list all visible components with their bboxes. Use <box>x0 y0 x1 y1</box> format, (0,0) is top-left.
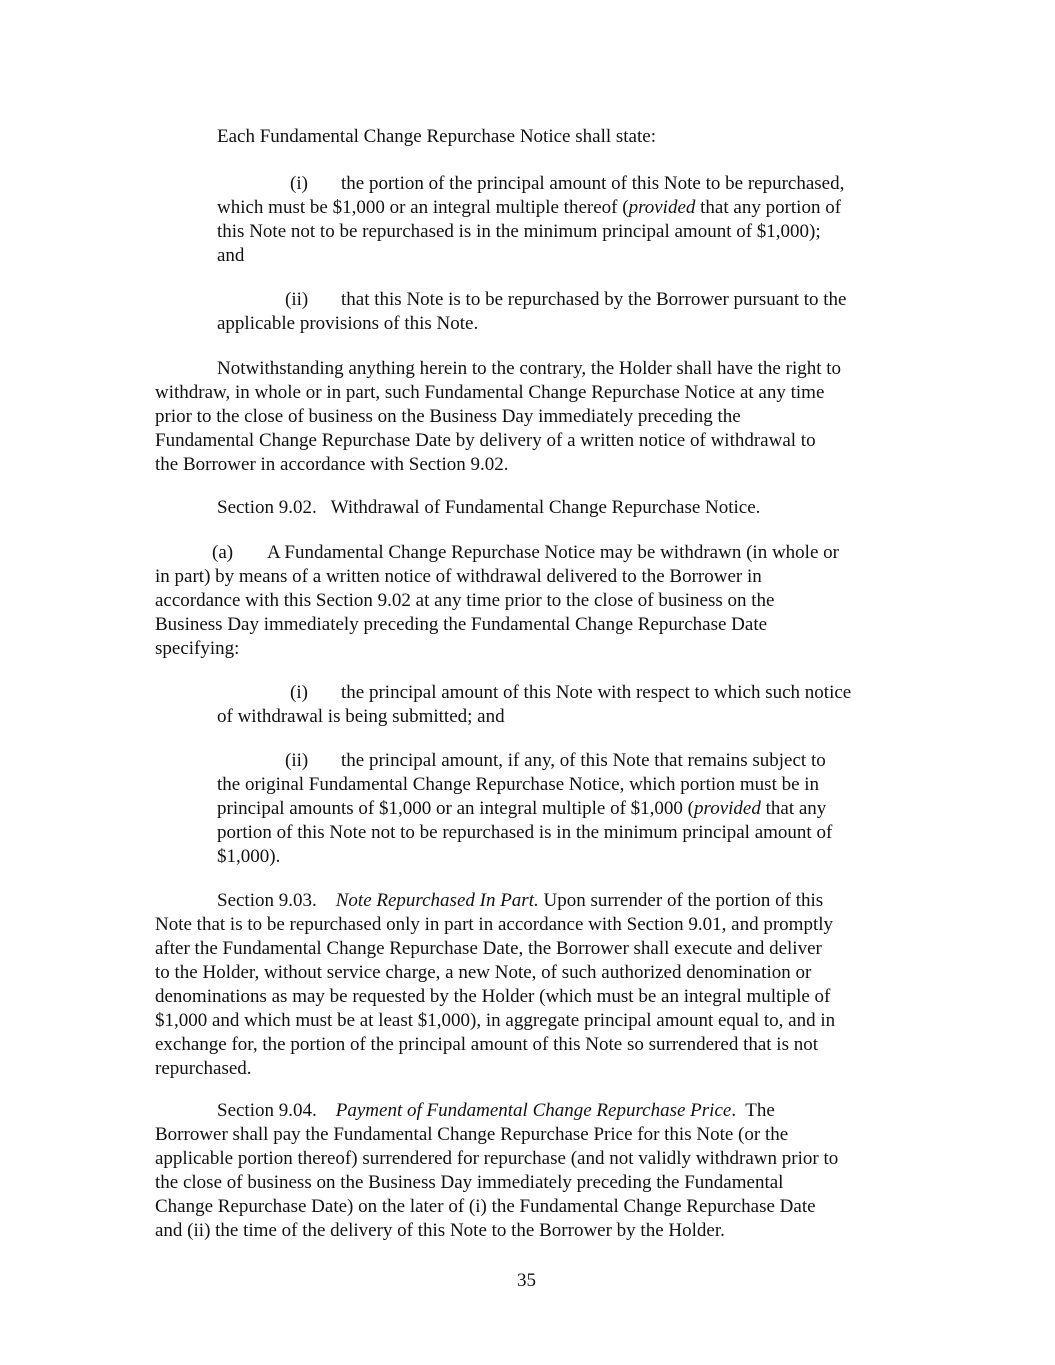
item-a-line: Business Day immediately preceding the Fundamental Change Repurchase Date <box>155 614 768 635</box>
notwithstanding-line: prior to the close of business on the Business Day immediately preceding the <box>155 406 741 427</box>
section-902-heading: Section 9.02. Withdrawal of Fundamental Change Repurchase Notice. <box>217 497 761 518</box>
section-903-first-line: Section 9.03. Note Repurchased In Part. Upon surrender of the portion of this <box>217 890 824 911</box>
withdrawal-item-i-line: the principal amount of this Note with respect to which such notice <box>341 682 852 703</box>
item-i-line: the portion of the principal amount of this Note to be repurchased, <box>341 173 845 194</box>
withdrawal-item-ii-line: principal amounts of $1,000 or an integral multiple of $1,000 (provided that any <box>217 798 827 819</box>
section-903-line: after the Fundamental Change Repurchase Date, the Borrower shall execute and deliver <box>155 938 822 959</box>
section-904-line: Borrower shall pay the Fundamental Change Repurchase Price for this Note (or the <box>155 1124 789 1145</box>
notwithstanding-line: withdraw, in whole or in part, such Fundamental Change Repurchase Notice at any time <box>155 382 825 403</box>
section-904-line: and (ii) the time of the delivery of this Note to the Borrower by the Holder. <box>155 1220 725 1241</box>
section-903-title: Note Repurchased In Part. <box>335 890 539 911</box>
item-i-line: this Note not to be repurchased is in the minimum principal amount of $1,000); <box>217 221 821 242</box>
notwithstanding-line: Fundamental Change Repurchase Date by delivery of a written notice of withdrawal to <box>155 430 816 451</box>
section-904-line: Change Repurchase Date) on the later of (i) the Fundamental Change Repurchase Date <box>155 1196 816 1217</box>
section-903-line: Note that is to be repurchased only in part in accordance with Section 9.01, and promptly <box>155 914 834 935</box>
item-a-line: accordance with this Section 9.02 at any time prior to the close of business on the <box>155 590 775 611</box>
item-a-line: in part) by means of a written notice of withdrawal delivered to the Borrower in <box>155 566 762 587</box>
withdrawal-item-ii-label: (ii) <box>285 750 309 771</box>
section-903-line: denominations as may be requested by the Holder (which must be an integral multiple of <box>155 986 831 1007</box>
section-904-first-line: Section 9.04. Payment of Fundamental Change Repurchase Price. The <box>217 1100 775 1121</box>
item-ii-line: that this Note is to be repurchased by the Borrower pursuant to the <box>341 289 847 310</box>
withdrawal-item-ii-line: portion of this Note not to be repurchased is in the minimum principal amount of <box>217 822 833 843</box>
section-904-number: Section 9.04. <box>217 1100 317 1121</box>
item-i-line: which must be $1,000 or an integral multiple thereof (provided that any portion of <box>217 197 842 218</box>
section-903-line: to the Holder, without service charge, a new Note, of such authorized denomination or <box>155 962 812 983</box>
page-number: 35 <box>517 1270 536 1291</box>
provided-italic: provided <box>694 798 761 819</box>
item-i-label: (i) <box>290 173 308 194</box>
section-903-number: Section 9.03. <box>217 890 317 911</box>
item-a-line: A Fundamental Change Repurchase Notice may be withdrawn (in whole or <box>267 542 839 563</box>
item-ii-label: (ii) <box>285 289 309 310</box>
withdrawal-item-ii-line: the principal amount, if any, of this Note that remains subject to <box>341 750 826 771</box>
section-904-title: Payment of Fundamental Change Repurchase Price <box>335 1100 732 1121</box>
item-a-label: (a) <box>212 542 234 563</box>
provided-italic: provided <box>628 197 696 218</box>
section-904-line: applicable portion thereof) surrendered for repurchase (and not validly withdrawn prior to <box>155 1148 839 1169</box>
section-903-line: $1,000 and which must be at least $1,000), in aggregate principal amount equal to, and in <box>155 1010 836 1031</box>
section-903-line: repurchased. <box>155 1058 252 1079</box>
notwithstanding-line: Notwithstanding anything herein to the contrary, the Holder shall have the right to <box>217 358 842 379</box>
notwithstanding-line: the Borrower in accordance with Section 9.02. <box>155 454 509 475</box>
section-903-line: exchange for, the portion of the principal amount of this Note so surrendered that is not <box>155 1034 819 1055</box>
item-i-line: and <box>217 245 245 266</box>
item-a-line: specifying: <box>155 638 240 659</box>
section-904-line: the close of business on the Business Day immediately preceding the Fundamental <box>155 1172 784 1193</box>
item-ii-line: applicable provisions of this Note. <box>217 313 479 334</box>
withdrawal-item-ii-line: $1,000). <box>217 846 281 867</box>
intro-line: Each Fundamental Change Repurchase Notice shall state: <box>217 126 656 147</box>
withdrawal-item-i-label: (i) <box>290 682 308 703</box>
withdrawal-item-i-line: of withdrawal is being submitted; and <box>217 706 505 727</box>
withdrawal-item-ii-line: the original Fundamental Change Repurchase Notice, which portion must be in <box>217 774 820 795</box>
